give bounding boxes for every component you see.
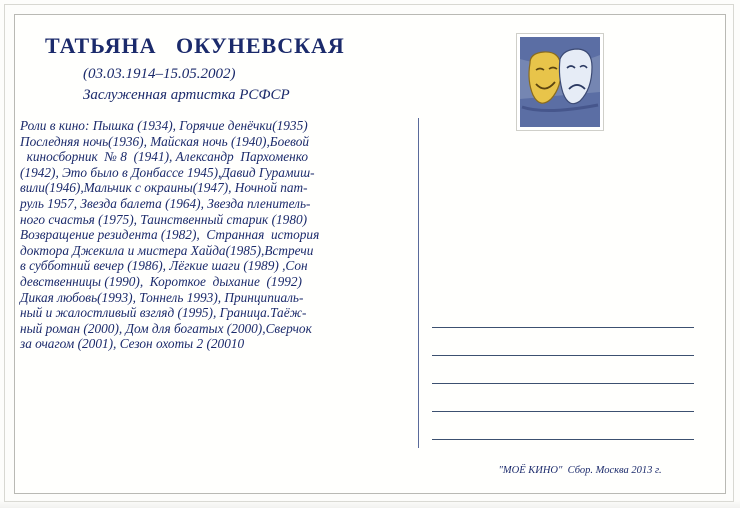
filmography-line: ного счастья (1975), Таинственный старик (1980)	[20, 211, 308, 227]
life-dates: (03.03.1914–15.05.2002)	[83, 66, 236, 82]
publisher-signature-text: "МОЁ КИНО" Сбор. Москва 2013 г.	[498, 465, 662, 476]
page-title: ТАТЬЯНА ОКУНЕВСКАЯ	[45, 33, 345, 58]
filmography-line: ный роман (2000), Дом для богатых (2000),Сверчок	[20, 320, 312, 336]
theatre-masks-stamp	[516, 33, 604, 131]
stamp-artwork	[520, 37, 600, 127]
filmography-line: Роли в кино: Пышка (1934), Горячие денёчки(1935)	[20, 118, 308, 133]
filmography-line: Возвращение резидента (1982), Странная история	[20, 227, 320, 243]
filmography-line: доктора Джекила и мистера Хайда(1985),Встречи	[20, 242, 314, 258]
filmography-line: киносборник № 8 (1941), Александр Пархоменко	[20, 149, 309, 165]
filmography-line: девственницы (1990), Короткое дыхание (1992)	[20, 273, 302, 289]
publisher-signature	[487, 452, 662, 488]
filmography-line: руль 1957, Звезда балета (1964), Звезда пленитель-	[20, 195, 311, 211]
address-rule	[432, 383, 694, 384]
honorific-subtitle: Заслуженная артистка РСФСР	[83, 87, 290, 103]
scan-fade	[0, 500, 740, 508]
address-rule	[432, 327, 694, 328]
filmography-line: Дикая любовь(1993), Тоннель 1993), Принципиаль-	[20, 289, 304, 305]
filmography-line: вили(1946),Мальчик с окраины(1947), Ночной пат-	[20, 180, 308, 196]
filmography-line: Последняя ночь(1936), Майская ночь (1940),Боевой	[20, 133, 310, 149]
filmography-line: за очагом (2001), Сезон охоты 2 (20010	[20, 336, 245, 352]
address-rule	[432, 439, 694, 440]
filmography-line: ный и жалостливый взгляд (1995), Граница.Таёж-	[20, 305, 307, 321]
filmography-line: в субботний вечер (1986), Лёгкие шаги (1989) ,Сон	[20, 258, 308, 274]
filmography-line: (1942), Это было в Донбассе 1945),Давид Гурамиш-	[20, 164, 315, 180]
filmography-text	[20, 118, 410, 352]
address-rule	[432, 411, 694, 412]
vertical-divider	[418, 118, 419, 448]
address-rule	[432, 355, 694, 356]
masks-icon	[520, 37, 600, 127]
